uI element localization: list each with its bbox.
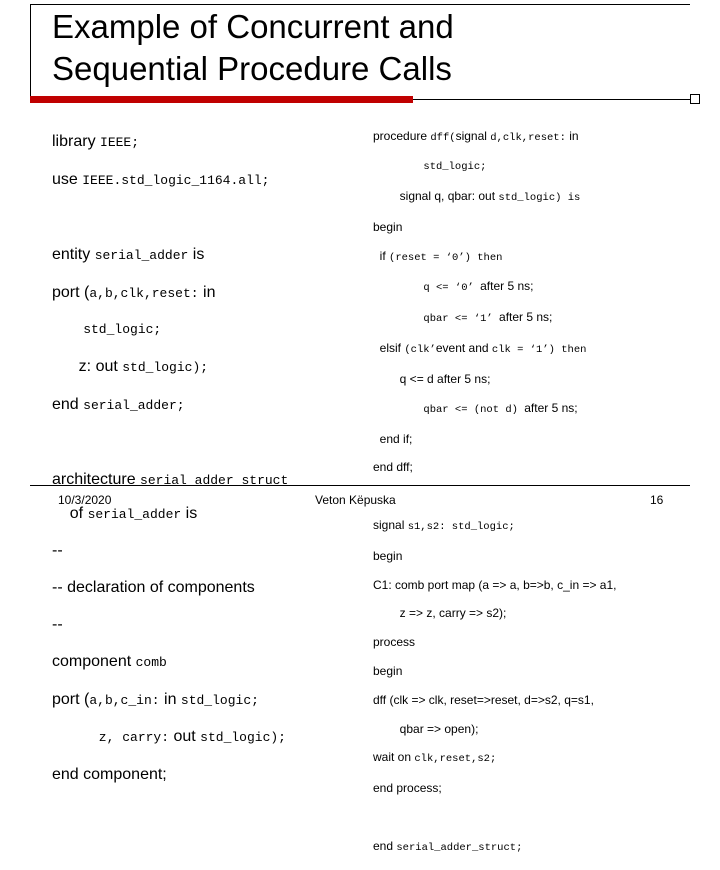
code-line: end if; xyxy=(373,431,413,446)
footer-divider xyxy=(30,485,690,486)
code-line: elsif (clk’event and clk = ‘1’) then xyxy=(373,341,587,357)
title-line-1: Example of Concurrent and xyxy=(52,8,454,45)
code-line: wait on clk,reset,s2; xyxy=(373,750,497,766)
code-line: z: out std_logic); xyxy=(52,358,209,376)
code-line: q <= d after 5 ns; xyxy=(373,371,491,386)
code-line: qbar <= (not d) after 5 ns; xyxy=(373,400,578,416)
code-line: q <= ‘0’ after 5 ns; xyxy=(373,279,534,295)
code-line: z, carry: out std_logic); xyxy=(52,728,286,746)
code-line: use IEEE.std_logic_1164.all; xyxy=(52,171,270,189)
code-line: signal q, qbar: out std_logic) is xyxy=(373,189,581,205)
code-line: end dff; xyxy=(373,460,413,475)
footer-author: Veton Këpuska xyxy=(315,493,396,507)
accent-bar-line xyxy=(413,99,690,100)
accent-bar xyxy=(30,96,413,103)
code-line: of serial_adder is xyxy=(52,504,198,522)
code-line: process xyxy=(373,635,416,650)
title-line-2: Sequential Procedure Calls xyxy=(52,50,452,87)
footer-page-number: 16 xyxy=(650,493,664,507)
code-line: end serial_adder; xyxy=(52,396,185,414)
code-line: begin xyxy=(373,219,403,234)
code-line: end serial_adder_struct; xyxy=(373,838,523,854)
left-code-column xyxy=(52,115,288,803)
accent-bar-box xyxy=(690,94,700,104)
code-line: port (a,b,c_in: in std_logic; xyxy=(52,690,259,708)
code-line: std_logic; xyxy=(373,161,487,174)
code-line: z => z, carry => s2); xyxy=(373,606,507,621)
footer-date: 10/3/2020 xyxy=(58,493,112,507)
code-line: end process; xyxy=(373,781,442,796)
code-line: entity serial_adder is xyxy=(52,245,205,263)
code-line: end component; xyxy=(52,766,167,784)
code-line: procedure dff(signal d,clk,reset: in xyxy=(373,129,579,145)
code-line: architecture serial_adder_struct xyxy=(52,470,289,488)
slide-title xyxy=(52,6,692,90)
code-spacer xyxy=(52,434,288,452)
code-spacer xyxy=(52,209,288,227)
code-line: std_logic; xyxy=(52,322,162,338)
slide-frame-vertical xyxy=(30,4,31,102)
code-spacer xyxy=(373,810,616,824)
code-line: qbar => open); xyxy=(373,721,479,736)
right-code-column xyxy=(373,115,616,870)
code-line: begin xyxy=(373,548,403,563)
code-line: library IEEE; xyxy=(52,133,140,151)
code-line: qbar <= ‘1’ after 5 ns; xyxy=(373,310,553,326)
code-line: port (a,b,clk,reset: in xyxy=(52,283,216,301)
code-spacer xyxy=(373,489,616,503)
code-line: C1: comb port map (a => a, b=>b, c_in => a1, xyxy=(373,577,617,592)
code-line: dff (clk => clk, reset=>reset, d=>s2, q=s1, xyxy=(373,692,594,707)
code-line: -- declaration of components xyxy=(52,579,255,597)
code-line: component comb xyxy=(52,652,167,670)
code-line: if (reset = ‘0’) then xyxy=(373,248,503,264)
code-line: begin xyxy=(373,664,403,679)
code-line: signal s1,s2: std_logic; xyxy=(373,517,515,533)
code-line: -- xyxy=(52,615,63,633)
code-line: -- xyxy=(52,542,63,560)
slide-frame-horizontal xyxy=(30,4,690,5)
